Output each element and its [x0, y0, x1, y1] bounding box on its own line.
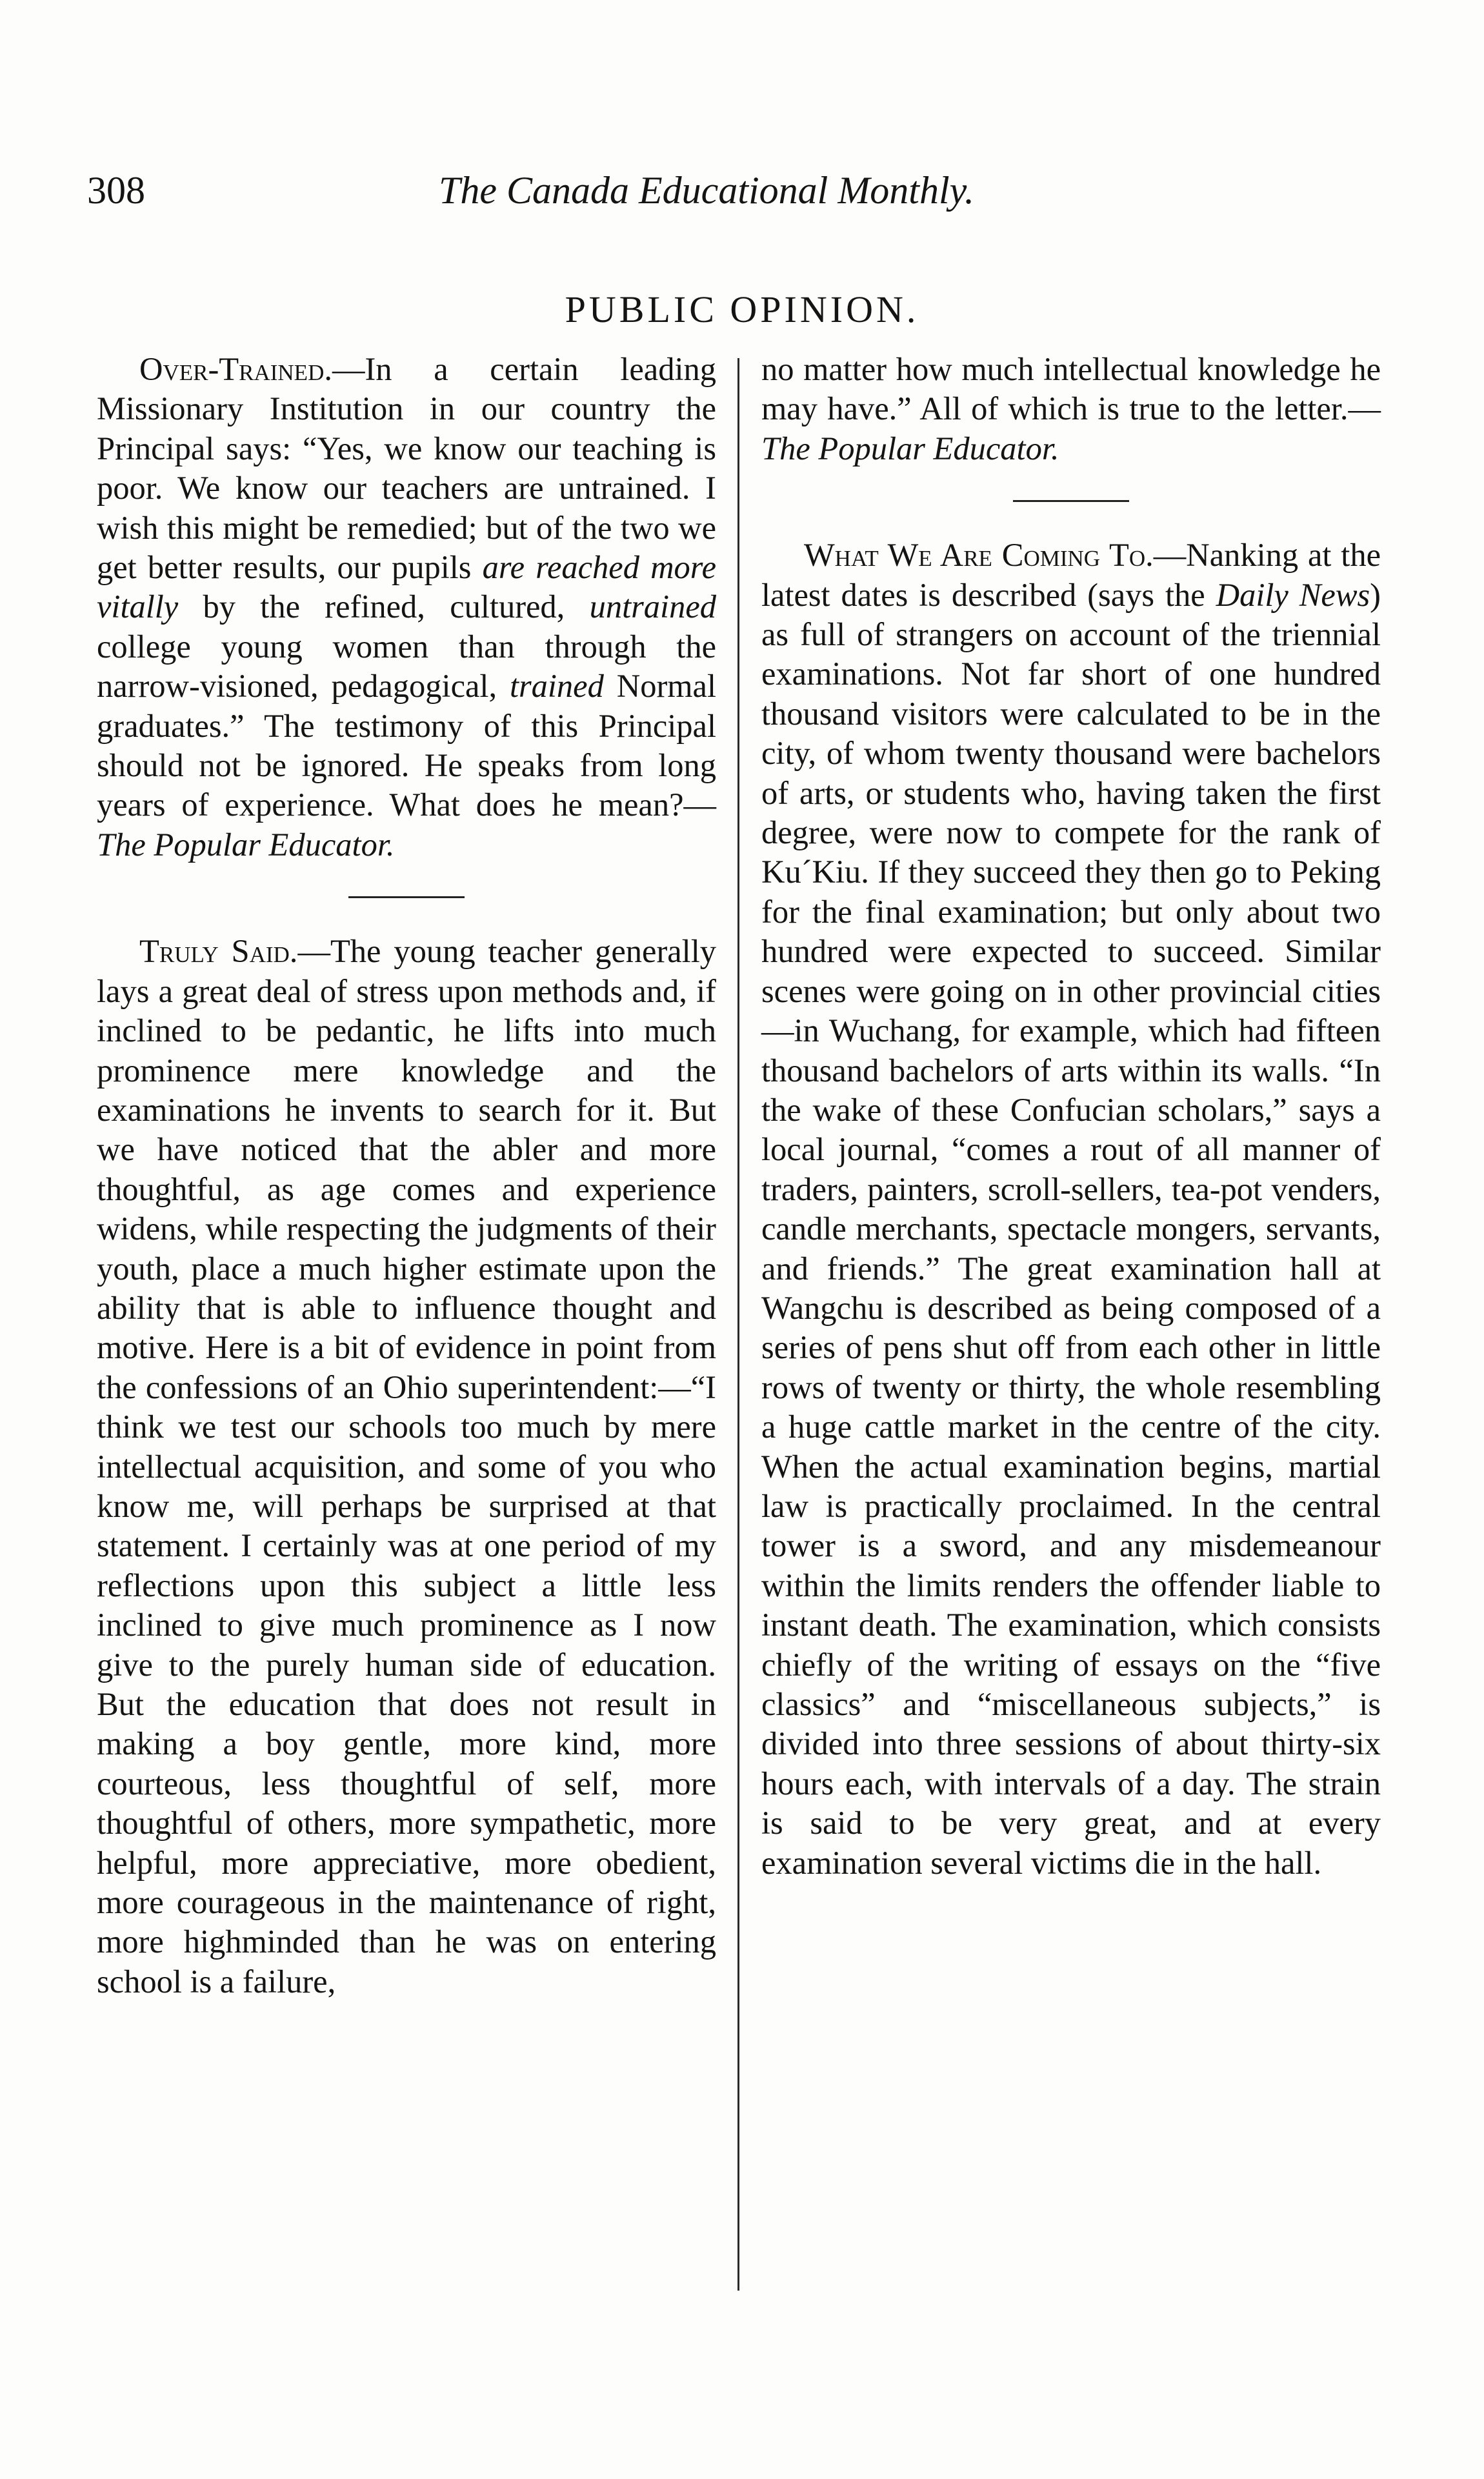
article-body: [97, 351, 716, 863]
article-what-we-are-coming-to: [761, 536, 1381, 1883]
article-lead: Over-Trained.: [139, 351, 332, 387]
page-header: [87, 161, 1326, 219]
italic-text: Daily News: [1216, 576, 1370, 613]
running-head: The Canada Educational Monthly.: [439, 169, 974, 212]
right-column: [761, 350, 1381, 1883]
italic-text: The Popular Educator.: [761, 430, 1059, 467]
column-rule: [737, 358, 739, 2291]
body-text: college young women than through the narrow-visioned, pedagogical,: [97, 628, 716, 705]
article-over-trained: [97, 350, 716, 865]
body-text: Normal graduates.” The testimony of this Principal should not be ignored. He speaks from long years of experience. What does he mean?—: [97, 668, 716, 823]
section-title: PUBLIC OPINION.: [565, 288, 919, 330]
italic-text: are reached more vitally: [97, 549, 716, 625]
article-body: [97, 933, 716, 2000]
article-continuation: [761, 350, 1381, 468]
body-text: no matter how much intellectual knowledge he may have.” All of which is true to the letter.—: [761, 351, 1381, 427]
article-lead: Truly Said.: [139, 933, 298, 970]
article-separator: [1013, 500, 1129, 502]
body-text: by the refined, cultured,: [178, 588, 590, 625]
body-text: ) as full of strangers on account of the triennial examinations. Not far short of one hundred thousand visitors were calculated to be in the city, of whom twenty thousand were bachelors of arts, or students who, having taken the first degree, were now to compete for the rank of Ku´Kiu. If they succeed they then go to Peking for the final examination; but only about two hundred were expected to succeed. Similar scenes were going on in other provincial cities—in Wuchang, for example, which had fifteen thousand bachelors of arts within its walls. “In the wake of these Confucian scholars,” says a local journal, “comes a rout of all manner of traders, painters, scroll-sellers, tea-pot venders, candle merchants, spectacle mongers, servants, and friends.” The great examination hall at Wangchu is described as being composed of a series of pens shut off from each other in little rows of twenty or thirty, the whole resembling a huge cattle market in the centre of the city. When the actual examination begins, martial law is practically proclaimed. In the central tower is a sword, and any misdemeanour within the limits renders the offender liable to instant death. The examination, which consists chiefly of the writing of essays on the “five classics” and “miscellaneous subjects,” is divided into three sessions of about thirty-six hours each, with intervals of a day. The strain is said to be very great, and at every examination several victims die in the hall.: [761, 576, 1381, 1881]
body-text: —In a certain leading Missionary Institution in our country the Principal says: “Yes, we know our teaching is poor. We know our teachers are untrained. I wish this might be remedied; but of the two we get better results, our pupils: [97, 351, 716, 586]
italic-text: untrained: [589, 588, 716, 625]
article-lead: What We Are Coming To.: [804, 537, 1154, 574]
body-text: —The young teacher generally lays a great deal of stress upon methods and, if inclined to be pedantic, he lifts into much prominence mere knowledge and the examinations he invents to search for it. But we have noticed that the abler and more thoughtful, as age comes and experience widens, while respecting the judgments of their youth, place a much higher estimate upon the ability that is able to influence thought and motive. Here is a bit of evidence in point from the confessions of an Ohio superintendent:—“I think we test our schools too much by mere intellectual acquisition, and some of you who know me, will perhaps be surprised at that statement. I certainly was at one period of my reflections upon this subject a little less inclined to give much prominence as I now give to the purely human side of education. But the education that does not result in making a boy gentle, more kind, more courteous, less thoughtful of self, more thoughtful of others, more sympathetic, more helpful, more appreciative, more obedient, more courageous in the maintenance of right, more highminded than he was on entering school is a failure,: [97, 933, 716, 2000]
page-number: 308: [87, 169, 145, 212]
article-separator: [348, 896, 465, 898]
article-truly-said: [97, 932, 716, 2002]
body-text: —Nanking at the latest dates is described (says the: [761, 537, 1381, 613]
italic-text: The Popular Educator.: [97, 826, 395, 863]
article-body: [761, 537, 1381, 1880]
left-column: [97, 350, 716, 2002]
italic-text: trained: [509, 668, 604, 705]
article-body: [761, 351, 1381, 467]
